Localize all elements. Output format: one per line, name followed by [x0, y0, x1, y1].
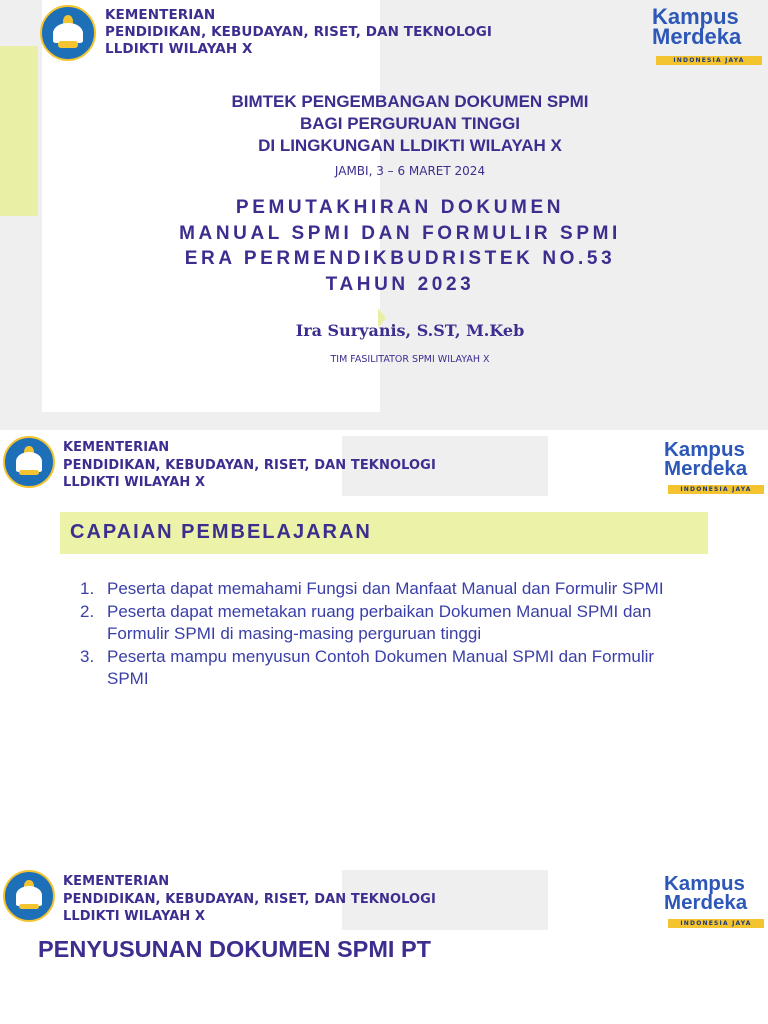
- ministry-line-1: KEMENTERIAN: [105, 7, 216, 23]
- list-item: [80, 578, 700, 600]
- kemdikbud-logo-icon: [3, 870, 55, 922]
- kampus-merdeka-logo: [664, 440, 768, 500]
- list-item-number: 3.: [80, 647, 95, 666]
- event-title-line: BAGI PERGURUAN TINGGI: [299, 114, 521, 133]
- kemdikbud-logo-icon: [40, 5, 96, 61]
- ministry-line-2: PENDIDIKAN, KEBUDAYAN, RISET, DAN TEKNOLOGI: [63, 457, 436, 473]
- event-title-line: DI LINGKUNGAN LLDIKTI WILAYAH X: [258, 136, 562, 155]
- kampus-merdeka-logo: [652, 6, 764, 66]
- ministry-line-1: KEMENTERIAN: [63, 874, 170, 889]
- list-item: [80, 601, 700, 645]
- main-title-line: TAHUN 2023: [325, 273, 475, 295]
- list-item-text: Peserta dapat memetakan ruang perbaikan Dokumen Manual SPMI dan Formulir SPMI di masing-masing perguruan tinggi: [107, 602, 652, 643]
- main-title-line: MANUAL SPMI DAN FORMULIR SPMI: [179, 222, 621, 244]
- slide-1-lime-accent: [0, 46, 38, 216]
- ministry-line-3: LLDIKTI WILAYAH X: [63, 475, 206, 490]
- main-title-line: ERA PERMENDIKBUDRISTEK NO.53: [184, 248, 616, 269]
- ministry-line-1: KEMENTERIAN: [63, 440, 170, 455]
- ministry-header: [105, 7, 492, 58]
- list-item: [80, 646, 700, 690]
- indonesia-jaya-tag: INDONESIA JAYA: [668, 485, 764, 494]
- presenter-team: TIM FASILITATOR SPMI WILAYAH X: [330, 354, 490, 365]
- merdeka-word: Merdeka: [664, 890, 748, 914]
- ministry-header: [63, 439, 436, 492]
- kampus-word: Kampus: [652, 4, 739, 29]
- ministry-line-2: PENDIDIKAN, KEBUDAYAN, RISET, DAN TEKNOLOGI: [63, 891, 436, 907]
- event-date: JAMBI, 3 – 6 MARET 2024: [334, 164, 486, 178]
- kampus-word: Kampus: [664, 872, 745, 895]
- ministry-header: [63, 873, 436, 926]
- merdeka-word: Merdeka: [652, 24, 742, 49]
- list-item-number: 2.: [80, 602, 95, 621]
- kemdikbud-logo-icon: [3, 436, 55, 488]
- main-title-line: PEMUTAKHIRAN DOKUMEN: [235, 197, 565, 218]
- kampus-word: Kampus: [664, 438, 745, 461]
- slide-1: [0, 0, 768, 430]
- presenter-name: Ira Suryanis, S.ST, M.Keb: [295, 321, 525, 340]
- merdeka-word: Merdeka: [664, 456, 748, 480]
- event-title-line: BIMTEK PENGEMBANGAN DOKUMEN SPMI: [231, 92, 589, 111]
- list-item-text: Peserta mampu menyusun Contoh Dokumen Manual SPMI dan Formulir SPMI: [107, 647, 655, 688]
- slide-2: [0, 432, 768, 862]
- section-heading-bar: [60, 512, 708, 554]
- slide-3-title: PENYUSUNAN DOKUMEN SPMI PT: [38, 936, 432, 962]
- ministry-line-3: LLDIKTI WILAYAH X: [105, 41, 253, 57]
- kampus-merdeka-logo: [664, 874, 768, 934]
- ministry-line-3: LLDIKTI WILAYAH X: [63, 909, 206, 924]
- indonesia-jaya-tag: INDONESIA JAYA: [656, 56, 762, 65]
- ministry-line-2: PENDIDIKAN, KEBUDAYAN, RISET, DAN TEKNOLOGI: [105, 24, 493, 40]
- slide-3: [0, 866, 768, 1024]
- list-item-text: Peserta dapat memahami Fungsi dan Manfaat Manual dan Formulir SPMI: [107, 579, 664, 598]
- learning-outcomes-list: [80, 578, 700, 691]
- section-heading: CAPAIAN PEMBELAJARAN: [70, 521, 372, 543]
- indonesia-jaya-tag: INDONESIA JAYA: [668, 919, 764, 928]
- list-item-number: 1.: [80, 579, 95, 598]
- slide-1-event-title: [160, 91, 660, 157]
- slide-1-main-title: [130, 195, 670, 297]
